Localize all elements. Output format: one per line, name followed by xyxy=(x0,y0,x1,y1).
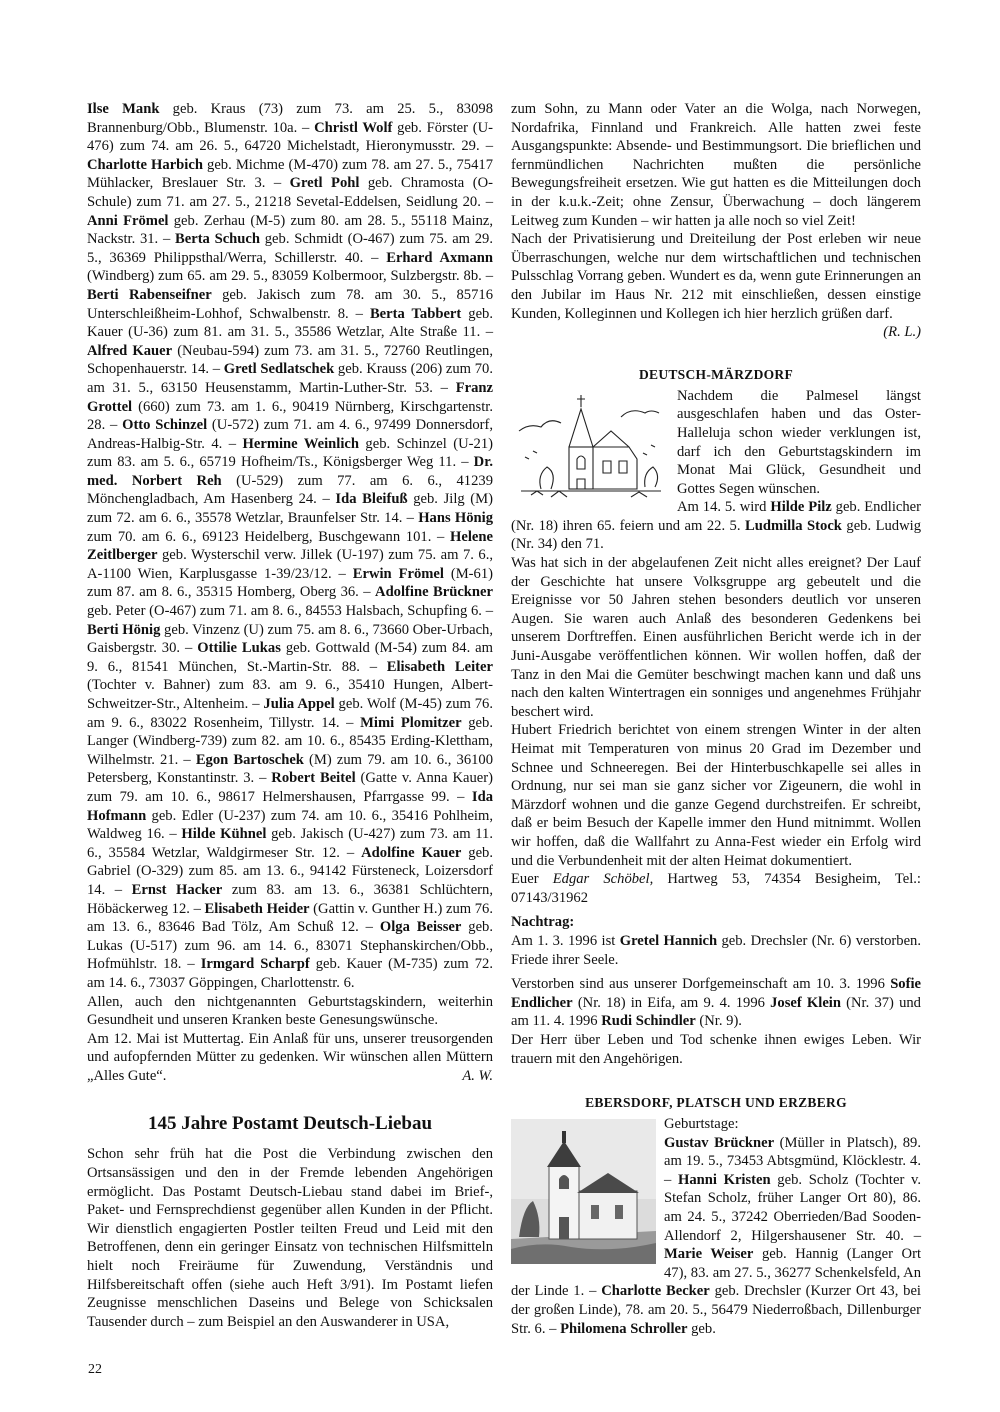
nachtrag-paragraph-2: Verstorben sind aus unserer Dorfgemeinschaft am 10. 3. 1996 Sofie Endlicher (Nr. 18) in Eifa, am 9. 4. 1996 Josef Klein (Nr. 37) und am 11. 4. 1996 Rudi Schindler (Nr. 9). xyxy=(511,976,921,1030)
deutsch-maerzdorf-heading: DEUTSCH-MÄRZDORF xyxy=(638,366,794,382)
birthday-list-paragraph: Ilse Mank geb. Kraus (73) zum 73. am 25. 5., 83098 Brannenburg/Obb., Blumenstr. 10a. – Christl Wolf geb. Förster (U-476) zum 74. am 26. 5., 64720 Michelstadt, Hieronymusstr. 29. – Charlotte Harbich geb. Michme (M-470) zum 78. am 27. 5., 75417 Mühlacker, Breslauer Str. 3. – Gretl Pohl geb. Chramosta (O-Schule) zum 71. am 27. 5., 21218 Sevetal-Eddelsen, Seidlung 20. – Anni Frömel geb. Zerhau (M-5) zum 80. am 28. 5., 55118 Mainz, Nackstr. 31. – Berta Schuch geb. Schmidt (O-467) zum 75. am 29. 5., 36369 Philippsthal/Werra, Schillerstr. 40. – Erhard Axmann (Windberg) zum 65. am 29. 5., 83059 Kolbermoor, Sulzbergstr. 8b. – Berti Rabenseifner geb. Jakisch zum 78. am 30. 5., 85716 Unterschleißheim-Lohhof, Schwalbenstr. 8. – Berta Tabbert geb. Kauer (U-36) zum 81. am 31. 5., 35586 Wetzlar, Alte Straße 11. – Alfred Kauer (Neubau-594) zum 73. am 31. 5., 72760 Reutlingen, Schopenhauerstr. 14. – Gretl Sedlatschek geb. Krauss (206) zum 70. am 31. 5., 63150 Heusenstamm, Martin-Luther-Str. 53. – Franz Grottel (660) zum 73. am 1. 6., 90419 Nürnberg, Kirschgartenstr. 28. – Otto Schinzel (U-572) zum 71. am 4. 6., 97499 Donnersdorf, Andreas-Halbig-Str. 4. – Hermine Weinlich geb. Schinzel (U-21) zum 83. am 5. 6., 65719 Hofheim/Ts., Königsberger Weg 11. – Dr. med. Norbert Reh (U-529) zum 77. am 6. 6., 41239 Mönchengladbach, Am Hasenberg 24. – Ida Bleifuß geb. Jilg (M) zum 72. am 6. 6., 35578 Wetzlar, Braunfelser Str. 14. – Hans Hönig zum 70. am 6. 6., 69123 Heidelberg, Buschgewann 101. – Helene Zeitlberger geb. Wysterschil verw. Jillek (U-197) zum 75. am 7. 6., A-1100 Wien, Karplusgasse 1-39/23/12. – Erwin Frömel (M-61) zum 87. am 8. 6., 35315 Homberg, Oberg 36. – Adolfine Brückner geb. Peter (O-467) zum 71. am 8. 6., 84553 Halsbach, Schupfing 6. – Berti Hönig geb. Vinzenz (U) zum 75. am 8. 6., 73660 Ober-Urbach, Gaisbergstr. 30. – Ottilie Lukas geb. Gottwald (M-54) zum 84. am 9. 6., 81541 München, St.-Martin-Str. 88. – Elisabeth Leiter (Tochter v. Bahner) zum 83. am 9. 6., 35410 Hungen, Albert-Schweitzer-Str., Altenheim. – Julia Appel geb. Wolf (M-45) zum 76. am 9. 6., 83022 Rosenheim, Tillystr. 14. – Mimi Plomitzer geb. Langer (Windberg-739) zum 82. am 10. 6., 85435 Erding-Klettham, Wilhelmstr. 21. – Egon Bartoschek (M) zum 79. am 10. 6., 36100 Petersberg, Konstantinstr. 3. – Robert Beitel (Gatte v. Anna Kauer) zum 79. am 10. 6., 98617 Helmershausen, Pfarrgasse 99. – Ida Hofmann geb. Edler (U-237) zum 74. am 10. 6., 35416 Pohlheim, Waldweg 16. – Hilde Kühnel geb. Jakisch (U-427) zum 73. am 11. 6., 35584 Wetzlar, Waldgirmeser Str. 12. – Adolfine Kauer geb. Gabriel (O-329) zum 85. am 13. 6., 94142 Fürsteneck, Loizersdorf 14. – Ernst Hacker zum 83. am 13. 6., 36381 Schlüchtern, Höbäckerweg 12. – Elisabeth Heider (Gattin v. Gunther H.) zum 76. am 13. 6., 83646 Bad Tölz, Am Schuß 12. – Olga Beisser geb. Lukas (U-517) zum 96. am 14. 6., 83071 Stephanskirchen/Obb., Hofmühlstr. 18. – Irmgard Scharpf geb. Kauer (M-735) zum 72. am 14. 6., 73037 Göppingen, Charlottenstr. 6. xyxy=(87,101,494,991)
deutsch-maerzdorf-paragraph-3: Hubert Friedrich berichtet von einem strengen Winter in der alten Heimat mit Temperaturen von minus 20 Grad im Dezember und Schnee und Schneeregen. Bei der Hinterbuschkapelle sei alles in Ordnung, nur sei man sie ganz sicher vor Zigeunern, die wohl in Märzdorf wohnen und die ganze Gegend durchstreifen. Er schreibt, daß er beim Besuch der Kapelle immer den Hund mitnimmt. Wollen wir hoffen, daß die Wallfahrt zu Anna-Fest wieder ein Erfolg wird und die Verbundenheit mit der alten Heimat dokumentiert. xyxy=(511,722,921,869)
deutsch-maerzdorf-section xyxy=(511,366,921,1068)
nachtrag-heading: Nachtrag: xyxy=(511,914,575,931)
page-number: 22 xyxy=(88,1362,102,1377)
deutsch-maerzdorf-paragraph-2: Was hat sich in der abgelaufenen Zeit nicht alles ereignet? Der Lauf der Geschichte hat unsere Volksgruppe arg gebeutelt und die Ereignisse vor 50 Jahren stehen besonders deutlich vor unseren Augen. Sie waren auch Anlaß des besonderen Gedenkens bei unserem Dorftreffen. Einen ausführlichen Bericht werde ich in der Juni-Ausgabe veröffentlichen können. Wir wollen hoffen, daß der Tanz in den Mai die Gemüter beschwingt machen kann und daß uns nach den kalten Wintertragen ein sonniges und angenehmes Frühjahr beschert wird. xyxy=(511,555,921,720)
deutsch-maerzdorf-birthdays: Am 14. 5. wird Hilde Pilz geb. Endlicher (Nr. 18) ihren 65. feiern und am 22. 5. Ludmilla Stock geb. Ludwig (Nr. 34) den 71. xyxy=(511,499,921,553)
postamt-signature: (R. L.) xyxy=(883,324,921,341)
deutsch-maerzdorf-signature: Euer Edgar Schöbel, Hartweg 53, 74354 Besigheim, Tel.: 07143/31962 xyxy=(511,871,921,906)
right-column xyxy=(511,100,921,1338)
postamt-continued-paragraph: zum Sohn, zu Mann oder Vater an die Wolga, nach Norwegen, Nordafrika, Finnland und Frankreich. Alle hatten zwei feste Ausgangspunkte: Absende- und Bestimmungsort. Die brieflichen und fernmündlichen Nachrichten mußten die persönliche Bewegungsfreiheit ersetzen. Wie gut hatten es die Mitteilungen doch in der k.u.k.-Zeit; ohne Zensur, Überwachung – doch längerem Leitweg zum Kunden – wir hatten ja alle noch so viel Zeit! xyxy=(511,101,921,229)
nachtrag-paragraph-3: Der Herr über Leben und Tod schenke ihnen ewiges Leben. Wir trauern mit den Angehörigen. xyxy=(511,1031,921,1067)
left-column xyxy=(87,100,493,1331)
muttertag-signature: A. W. xyxy=(462,1067,493,1084)
postamt-heading: 145 Jahre Postamt Deutsch-Liebau xyxy=(147,1113,433,1135)
ebersdorf-label: Geburtstage: xyxy=(664,1116,739,1133)
wishes-paragraph: Allen, auch den nichtgenannten Geburtstagskindern, weiterhin Gesundheit und unseren Kranken beste Genesungswünsche. xyxy=(87,993,493,1029)
muttertag-paragraph: Am 12. Mai ist Muttertag. Ein Anlaß für uns, unserer treusorgenden und aufopfernden Mütter zu gedenken. Wir wünschen allen Müttern „Alles Gute“. A. W. xyxy=(87,1030,493,1084)
ebersdorf-heading: EBERSDORF, PLATSCH UND ERZBERG xyxy=(585,1095,847,1111)
postamt-paragraph: Schon sehr früh hat die Post die Verbindung zwischen den Ortsansässigen und den in der Fremde lebenden Angehörigen ermöglicht. Das Postamt Deutsch-Liebau stand dabei im Brief-, Paket- und Fernsprechdienst gegenüber allen Kunden in der Pflicht. Wir dienstlich engagierten Postler teilten Freud und Leid mit den Betroffenen, denn ein geringer Einsatz von technischen Hilfsmitteln hielt noch Freiräume für Zuwendung, Verständnis und Hilfsbereitschaft offen (siehe auch Heft 3/91). Im Postamt liefen Zeugnisse menschlichen Daseins und Belege von Schicksalen Tausender durch – zum Beispiel an den Auswanderer in USA, xyxy=(87,1146,493,1330)
church-photo-image xyxy=(511,1119,656,1264)
deutsch-maerzdorf-intro: Nachdem die Palmesel längst ausgeschlafen haben und das Oster-Halleluja schon wieder verklungen ist, darf ich den Geburtstagskindern im Monat Mai Glück, Gesundheit und Gottes Segen wünschen. xyxy=(677,387,921,497)
nachtrag-paragraph-1: Am 1. 3. 1996 ist Gretel Hannich geb. Drechsler (Nr. 6) verstorben. Friede ihrer Seele. xyxy=(511,932,922,968)
chapel-sketch-image xyxy=(511,387,671,509)
ebersdorf-section xyxy=(511,1094,921,1338)
ebersdorf-birthdays: Gustav Brückner (Müller in Platsch), 89. am 19. 5., 73453 Abtsgmünd, Klöcklestr. 4. – Hanni Kristen geb. Scholz (Tochter v. Stefan Scholz, früher Langer Ort 80), 86. am 24. 5., 37242 Oberrieden/Bad Sooden-Allendorf 2, Hilgershausener Str. 40. – Marie Weiser geb. Hannig (Langer Ort 47), 83. am 27. 5., 36277 Schenkelsfeld, An der Linde 1. – Charlotte Becker geb. Drechsler (Kurzer Ort 43, bei der großen Linde), 78. am 20. 5., 56479 Niederroßbach, Dillenburger Str. 6. – Philomena Schroller geb. xyxy=(511,1134,921,1337)
postamt-continued-paragraph-2: Nach der Privatisierung und Dreiteilung der Post erleben wir neue Überraschungen, welche nur dem wirtschaftlichen und technischen Pulsschlag Vorrang geben. Wundert es da, wenn gute Erinnerungen an den Jubilar im Haus Nr. 212 mit einschließen, dessen einstige Kunden, Kolleginnen und Kollegen ich hier herzlich grüßen darf. (R. L.) xyxy=(511,231,921,341)
